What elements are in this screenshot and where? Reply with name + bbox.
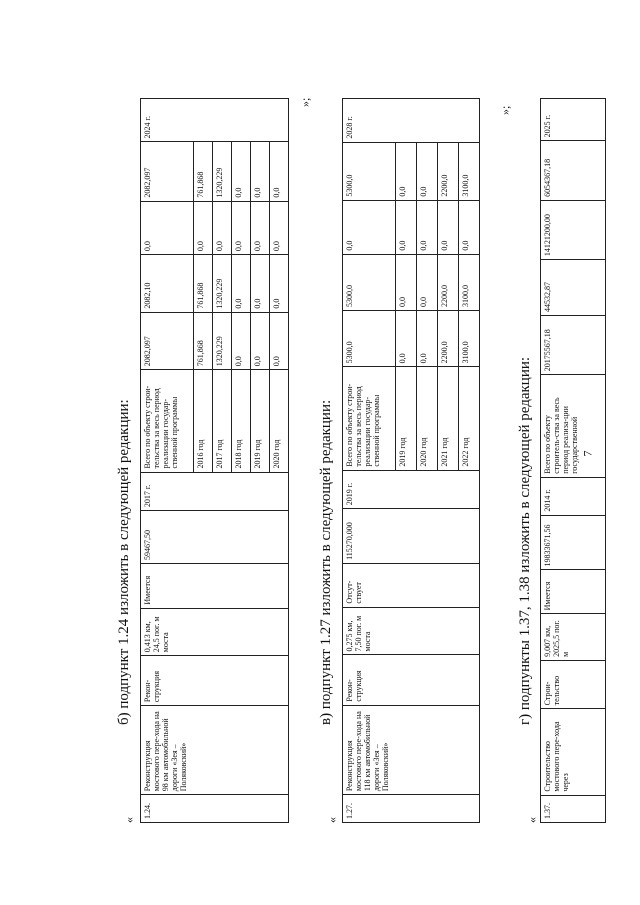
row-number: 1.37. (541, 795, 606, 822)
value-total: 1320,229 (213, 312, 232, 370)
capacity: 0,413 км, 24,5 пог. м моста (141, 608, 289, 656)
estimated-cost: 115270,000 (343, 509, 480, 564)
value-federal: 0,0 (251, 255, 270, 313)
section-d-heading: г) подпункты 1.37, 1.38 изложить в следующей редакции: (517, 356, 533, 725)
value-regional: 0,0 (194, 201, 213, 254)
start-year: 2017 г. (141, 472, 289, 511)
section-c-heading: в) подпункт 1.27 изложить в следующей редакции: (318, 399, 334, 725)
value-local: 2082,097 (141, 142, 194, 201)
value-local: 2200,0 (438, 142, 459, 200)
value-federal: 0,0 (396, 254, 417, 310)
value-regional: 0,0 (417, 200, 438, 254)
value-regional: 0,0 (396, 200, 417, 254)
end-year: 2024 г. (141, 99, 289, 142)
docs-status: Отсут-ствует (343, 563, 480, 607)
value-local: 3100,0 (459, 142, 480, 200)
end-year: 2028 г. (343, 99, 480, 143)
value-total: 0,0 (251, 312, 270, 370)
value-local: 0,0 (396, 142, 417, 200)
section-c-close-mark: »; (498, 105, 512, 115)
line-label: 2019 год (251, 370, 270, 472)
value-federal: 44532,87 (541, 260, 606, 316)
value-regional: 0,0 (141, 201, 194, 254)
docs-status: Имеется (141, 563, 289, 608)
line-label: 2016 год (194, 370, 213, 472)
value-federal: 5300,0 (343, 254, 396, 310)
section-d-open-quote: « (525, 817, 539, 823)
line-label: 2017 год (213, 370, 232, 472)
section-b-heading: б) подпункт 1.24 изложить в следующей редакции: (116, 399, 132, 725)
row-number: 1.24. (141, 795, 289, 823)
line-label: Всего по объекту строи-тельства за весь период реализации государ-ственной программы (141, 370, 194, 472)
line-label: Всего по объекту строи-тельства за весь период реализации государ-ственной программы (343, 367, 396, 470)
value-total: 0,0 (396, 311, 417, 367)
section-b-open-quote: « (122, 817, 136, 823)
value-regional: 0,0 (232, 201, 251, 254)
page-number: 7 (580, 450, 595, 457)
section-b-close-mark: »; (298, 97, 312, 107)
value-total: 20175567,18 (541, 316, 606, 375)
capacity: 9,007 км, 2025,5 пог. м (541, 614, 606, 660)
work-type: Рекон-струкция (141, 656, 289, 706)
line-label: Всего по объекту строитель-ства за весь период реализа-ции государственной (541, 375, 606, 478)
object-name: Реконструкция мостового пере-хода на 98 км автомобильной дороги «Зея – Поляковский» (141, 706, 289, 795)
work-type: Строи-тельство (541, 660, 606, 709)
value-local: 6054367,18 (541, 141, 606, 201)
table-row (141, 99, 194, 823)
value-local: 0,0 (251, 142, 270, 201)
value-total: 0,0 (232, 312, 251, 370)
value-local: 0,0 (417, 142, 438, 200)
value-total: 0,0 (417, 311, 438, 367)
value-regional: 0,0 (270, 201, 289, 254)
value-federal: 2082,10 (141, 255, 194, 313)
value-regional: 0,0 (459, 200, 480, 254)
estimated-cost: 19833671,56 (541, 515, 606, 570)
line-label: 2018 год (232, 370, 251, 472)
value-local: 0,0 (232, 142, 251, 201)
capacity: 0,275 км, 7,50 пог. м моста (343, 607, 480, 655)
start-year: 2014 г. (541, 477, 606, 515)
table-1-24 (140, 98, 289, 823)
table-row (541, 99, 606, 823)
row-number: 1.27. (343, 795, 480, 823)
object-name: Реконструкция мостового пере-хода на 118 км автомобильной дороги «Зея – Поляковский» (343, 705, 480, 795)
value-federal: 3100,0 (459, 254, 480, 310)
value-federal: 761,868 (194, 255, 213, 313)
value-local: 761,868 (194, 142, 213, 201)
value-federal: 1320,229 (213, 255, 232, 313)
line-label: 2020 год (270, 370, 289, 472)
value-total: 5300,0 (343, 311, 396, 367)
table-1-27 (342, 98, 480, 823)
line-label: 2021 год (438, 367, 459, 470)
value-local: 0,0 (270, 142, 289, 201)
value-total: 761,868 (194, 312, 213, 370)
value-regional: 0,0 (251, 201, 270, 254)
start-year: 2019 г. (343, 470, 480, 509)
value-total: 2082,097 (141, 312, 194, 370)
value-federal: 0,0 (270, 255, 289, 313)
value-total: 3100,0 (459, 311, 480, 367)
value-local: 1320,229 (213, 142, 232, 201)
section-c-open-quote: « (325, 817, 339, 823)
value-total: 2200,0 (438, 311, 459, 367)
line-label: 2022 год (459, 367, 480, 470)
value-federal: 0,0 (417, 254, 438, 310)
work-type: Рекон-струкция (343, 655, 480, 705)
estimated-cost: 59467,50 (141, 511, 289, 564)
table-row (343, 99, 396, 823)
value-federal: 2200,0 (438, 254, 459, 310)
value-regional: 0,0 (438, 200, 459, 254)
value-regional: 0,0 (213, 201, 232, 254)
line-label: 2019 год (396, 367, 417, 470)
table-1-37 (540, 98, 606, 823)
end-year: 2025 г. (541, 99, 606, 141)
value-regional: 0,0 (343, 200, 396, 254)
value-federal: 0,0 (232, 255, 251, 313)
line-label: 2020 год (417, 367, 438, 470)
object-name: Строительство мостового пере-хода через (541, 709, 606, 795)
value-local: 5300,0 (343, 142, 396, 200)
docs-status: Имеется (541, 570, 606, 614)
value-total: 0,0 (270, 312, 289, 370)
value-regional: 14121200,00 (541, 200, 606, 259)
